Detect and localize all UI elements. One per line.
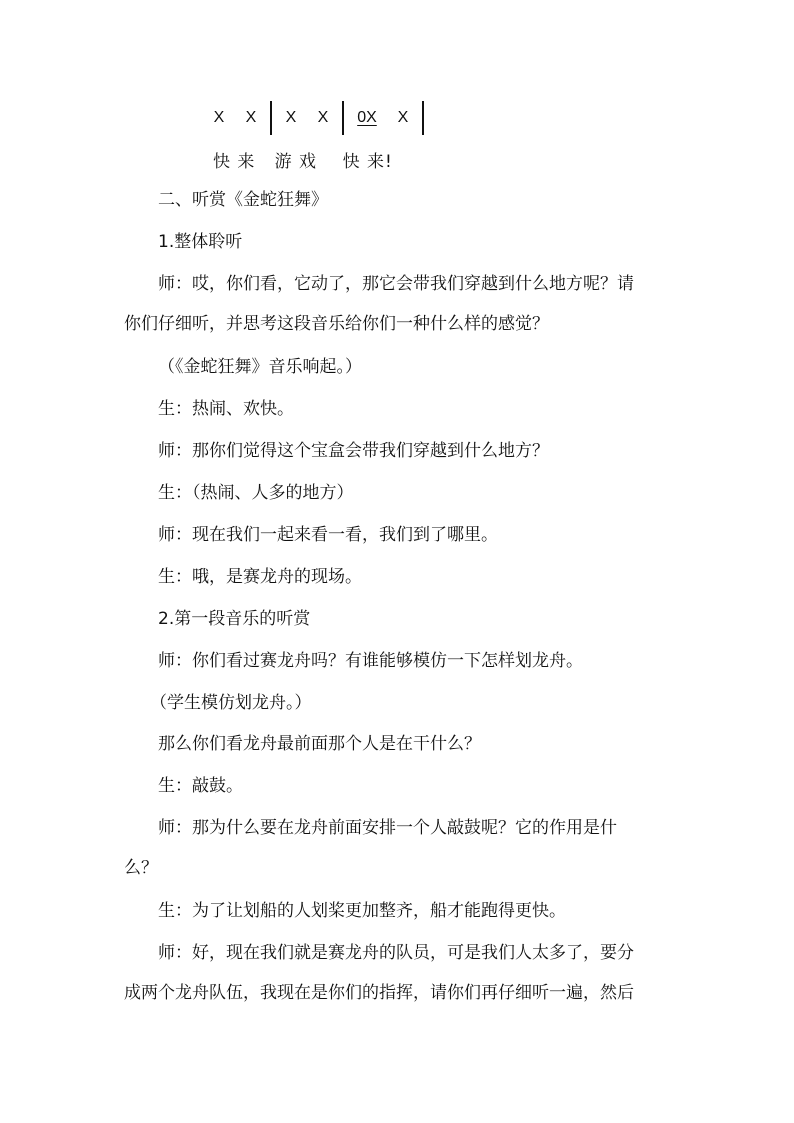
paragraph: （学生模仿划龙舟。）: [150, 693, 312, 713]
bar-line: [270, 101, 272, 135]
paragraph: 生：热闹、欢快。: [158, 399, 294, 419]
subsection-heading: 1.整体聆听: [158, 232, 243, 252]
paragraph: 那么你们看龙舟最前面那个人是在干什么？: [158, 734, 481, 754]
paragraph-line: 成两个龙舟队伍，我现在是你们的指挥，请你们再仔细听一遍，然后: [124, 983, 634, 1003]
bar-line: [342, 101, 344, 135]
paragraph: [124, 264, 684, 344]
paragraph-line: 师：好，现在我们就是赛龙舟的队员，可是我们人太多了，要分: [158, 943, 634, 963]
paragraph: 生：（热闹、人多的地方）: [158, 483, 354, 503]
section-heading: 二、听赏《金蛇狂舞》: [158, 190, 328, 210]
paragraph: 生：为了让划船的人划桨更加整齐，船才能跑得更快。: [158, 901, 566, 921]
subsection-heading: 2.第一段音乐的听赏: [158, 609, 311, 629]
paragraph: （《金蛇狂舞》音乐响起。）: [158, 357, 362, 377]
paragraph: 师：现在我们一起来看一看，我们到了哪里。: [158, 525, 498, 545]
rhythm-note: X: [213, 109, 225, 126]
paragraph-line: 师：哎，你们看，它动了，那它会带我们穿越到什么地方呢？请: [158, 274, 634, 294]
rhythm-note: X: [245, 109, 257, 126]
paragraph-line: 你们仔细听，并思考这段音乐给你们一种什么样的感觉？: [124, 314, 549, 334]
paragraph: [124, 933, 684, 1013]
paragraph: 生：敲鼓。: [158, 776, 243, 796]
rhythm-note: X: [317, 109, 329, 126]
paragraph: 生：哦，是赛龙舟的现场。: [158, 567, 362, 587]
rhythm-notation: [212, 101, 436, 135]
paragraph-line: 师：那为什么要在龙舟前面安排一个人敲鼓呢？它的作用是什: [158, 818, 617, 838]
paragraph: 师：你们看过赛龙舟吗？有谁能够模仿一下怎样划龙舟。: [158, 651, 583, 671]
rhythm-lyrics: 快 来 游 戏 快 来!: [213, 152, 393, 172]
rhythm-note: 0X: [357, 109, 377, 126]
paragraph: 师：那你们觉得这个宝盒会带我们穿越到什么地方？: [158, 441, 549, 461]
bar-line: [422, 101, 424, 135]
paragraph: [124, 808, 684, 888]
paragraph-line: 么？: [124, 858, 158, 878]
rhythm-note: X: [397, 109, 409, 126]
rhythm-note: X: [285, 109, 297, 126]
